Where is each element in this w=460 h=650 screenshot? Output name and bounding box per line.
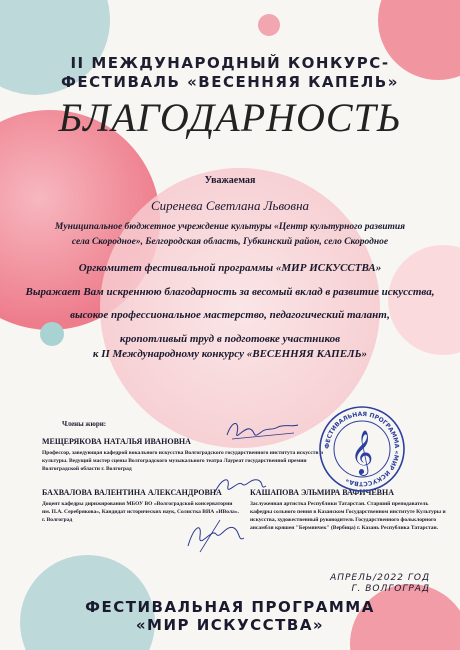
recipient-name: Сиренева Светлана Львовна: [150, 198, 310, 213]
thanks-line: высокое профессиональное мастерство, педагогический талант,: [70, 309, 390, 321]
thanks-line: Оргкомитет фестивальной программы «МИР ИСКУССТВА»: [78, 262, 382, 274]
jury-member-description: Доцент кафедры дирижирования МБОУ ВО «Волгоградской консерватории им. П.А. Серебрякова», Кандидат исторических наук, Солистка ВИА «ИВола». г. Волгоград: [42, 501, 239, 523]
organization-line-2: села Скородное», Белгородская область, Губкинский район, село Скородное: [71, 237, 389, 247]
organization-line-1: Муниципальное бюджетное учреждение культуры «Центр культурного развития: [54, 222, 406, 232]
thanks-line: к II Международному конкурсу «ВЕСЕННЯЯ КАПЕЛЬ»: [92, 348, 368, 360]
svg-text:𝄞: 𝄞: [350, 430, 374, 474]
thanks-line: кропотливый труд в подготовке участников: [119, 333, 341, 345]
jury-member-description: Заслуженная артистка Республики Татарстан. Старший преподаватель кафедры сольного пения в Казанском Государственном институте Культуры и искусства, художественный руководитель Государственного фольклорного ансамбля кряшен "Бермянчек" (Вербица) г. Казань Республика Татарстан.: [250, 501, 446, 531]
document-title: БЛАГОДАРНОСТЬ: [58, 95, 402, 140]
greeting: Уважаемая: [204, 175, 256, 186]
jury-member-name: МЕЩЕРЯКОВА НАТАЛЬЯ ИВАНОВНА: [42, 437, 191, 446]
signature-3: [180, 516, 250, 556]
jury-member-description: Профессор, заведующая кафедрой вокального искусства Волгоградского государственного института искусств и культуры. Ведущий мастер сцены Волгоградского музыкального театра Лауреат государственной премии Волгоградской области г. Волгоград: [42, 450, 323, 472]
svg-text:ФЕСТИВАЛЬНАЯ ПРОГРАММА «МИР ИС: ФЕСТИВАЛЬНАЯ ПРОГРАММА «МИР ИСКУССТВА»: [323, 410, 401, 488]
seal-stamp: [318, 405, 406, 493]
jury-member-name: БАХВАЛОВА ВАЛЕНТИНА АЛЕКСАНДРОВНА: [42, 488, 222, 497]
signature-2: [210, 470, 270, 500]
thanks-line: Выражает Вам искреннюю благодарность за весомый вклад в развитие искусства,: [25, 286, 435, 298]
city-label: Г. ВОЛГОГРАД: [351, 584, 430, 594]
decor-circle: [258, 14, 280, 36]
jury-label: Члены жюри:: [62, 420, 107, 428]
jury-member-name: КАШАПОВА ЭЛЬМИРА ВАФИЧЕВНА: [250, 488, 395, 497]
signature-1: [222, 415, 302, 445]
footer-line-1: ФЕСТИВАЛЬНАЯ ПРОГРАММА: [85, 598, 375, 616]
header-line-2: ФЕСТИВАЛЬ «ВЕСЕННЯЯ КАПЕЛЬ»: [61, 73, 399, 91]
header-line-1: II МЕЖДУНАРОДНЫЙ КОНКУРС-: [70, 54, 390, 72]
date-label: АПРЕЛЬ/2022 ГОД: [330, 573, 430, 583]
footer-line-2: «МИР ИСКУССТВА»: [135, 616, 325, 634]
